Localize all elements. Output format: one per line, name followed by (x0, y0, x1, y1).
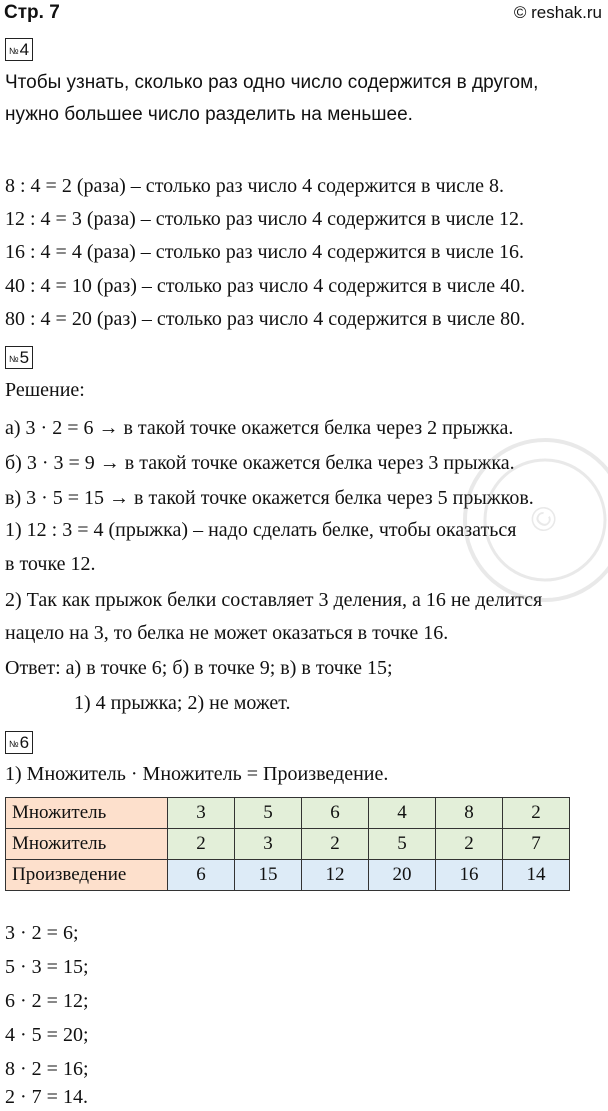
task-number: 4 (19, 39, 30, 59)
equation-4: 4 · 5 = 20; (5, 1024, 89, 1046)
number-sign: № (8, 739, 19, 749)
table-cell: 14 (503, 860, 570, 891)
table-cell: 3 (168, 798, 235, 829)
table-cell: 16 (436, 860, 503, 891)
row-label: Множитель (6, 798, 168, 829)
row-label: Произведение (6, 860, 168, 891)
table-cell: 12 (302, 860, 369, 891)
number-sign: № (8, 46, 19, 56)
table-cell: 7 (503, 829, 570, 860)
table-cell: 5 (369, 829, 436, 860)
task-4-badge (5, 38, 33, 61)
table-cell: 2 (436, 829, 503, 860)
table-cell: 8 (436, 798, 503, 829)
task-number: 6 (19, 732, 30, 752)
task-5-line-8: нацело на 3, то белка не может оказаться в точке 16. (5, 622, 449, 644)
task-5-line-7: 2) Так как прыжок белки составляет 3 деления, а 16 не делится (5, 589, 543, 611)
task-5-line-1: Решение: (5, 379, 85, 401)
row-label: Множитель (6, 829, 168, 860)
task-5-line-5: 1) 12 : 3 = 4 (прыжка) – надо сделать белке, чтобы оказаться (5, 519, 517, 541)
svg-text:©: © (521, 498, 567, 541)
task-5-line-3: б) 3 · 3 = 9 → в такой точке окажется белка через 3 прыжка. (5, 452, 515, 474)
task-5-line-2: а) 3 · 2 = 6 → в такой точке окажется белка через 2 прыжка. (5, 417, 514, 439)
site-credit: © reshak.ru (513, 3, 602, 22)
task-4-line-1: 8 : 4 = 2 (раза) – столько раз число 4 содержится в числе 8. (5, 175, 504, 197)
task-4-line-4: 40 : 4 = 10 (раз) – столько раз число 4 содержится в числе 40. (5, 275, 526, 297)
equation-1: 3 · 2 = 6; (5, 922, 79, 944)
equation-6: 2 · 7 = 14. (5, 1086, 88, 1108)
table-cell: 2 (503, 798, 570, 829)
table-row (6, 798, 570, 829)
table-cell: 20 (369, 860, 436, 891)
task-5-answer: Ответ: а) в точке 6; б) в точке 9; в) в точке 15; (5, 657, 393, 679)
task-5-badge (5, 346, 33, 369)
task-number: 5 (19, 347, 30, 367)
number-sign: № (8, 354, 19, 364)
equation-3: 6 · 2 = 12; (5, 990, 89, 1012)
table-cell: 3 (235, 829, 302, 860)
table-cell: 2 (302, 829, 369, 860)
page-number: Стр. 7 (4, 2, 60, 23)
task-5-line-6: в точке 12. (5, 553, 96, 575)
multiplication-table (5, 797, 570, 891)
table-cell: 6 (168, 860, 235, 891)
task-4-line-3: 16 : 4 = 4 (раза) – столько раз число 4 содержится в числе 16. (5, 241, 524, 263)
task-6-badge (5, 731, 33, 754)
task-4-intro-line-1: Чтобы узнать, сколько раз одно число содержится в другом, (5, 72, 539, 93)
task-5-answer-cont: 1) 4 прыжка; 2) не может. (74, 692, 291, 714)
table-cell: 15 (235, 860, 302, 891)
task-4-intro-line-2: нужно большее число разделить на меньшее. (5, 104, 413, 125)
task-4-line-5: 80 : 4 = 20 (раз) – столько раз число 4 содержится в числе 80. (5, 308, 526, 330)
equation-5: 8 · 2 = 16; (5, 1058, 89, 1080)
task-4-line-2: 12 : 4 = 3 (раза) – столько раз число 4 содержится в числе 12. (5, 208, 524, 230)
table-row (6, 860, 570, 891)
equation-2: 5 · 3 = 15; (5, 956, 89, 978)
table-row (6, 829, 570, 860)
table-cell: 5 (235, 798, 302, 829)
table-cell: 2 (168, 829, 235, 860)
task-5-line-4: в) 3 · 5 = 15 → в такой точке окажется белка через 5 прыжков. (5, 487, 534, 509)
task-6-formula: 1) Множитель · Множитель = Произведение. (5, 763, 389, 785)
table-cell: 6 (302, 798, 369, 829)
table-cell: 4 (369, 798, 436, 829)
